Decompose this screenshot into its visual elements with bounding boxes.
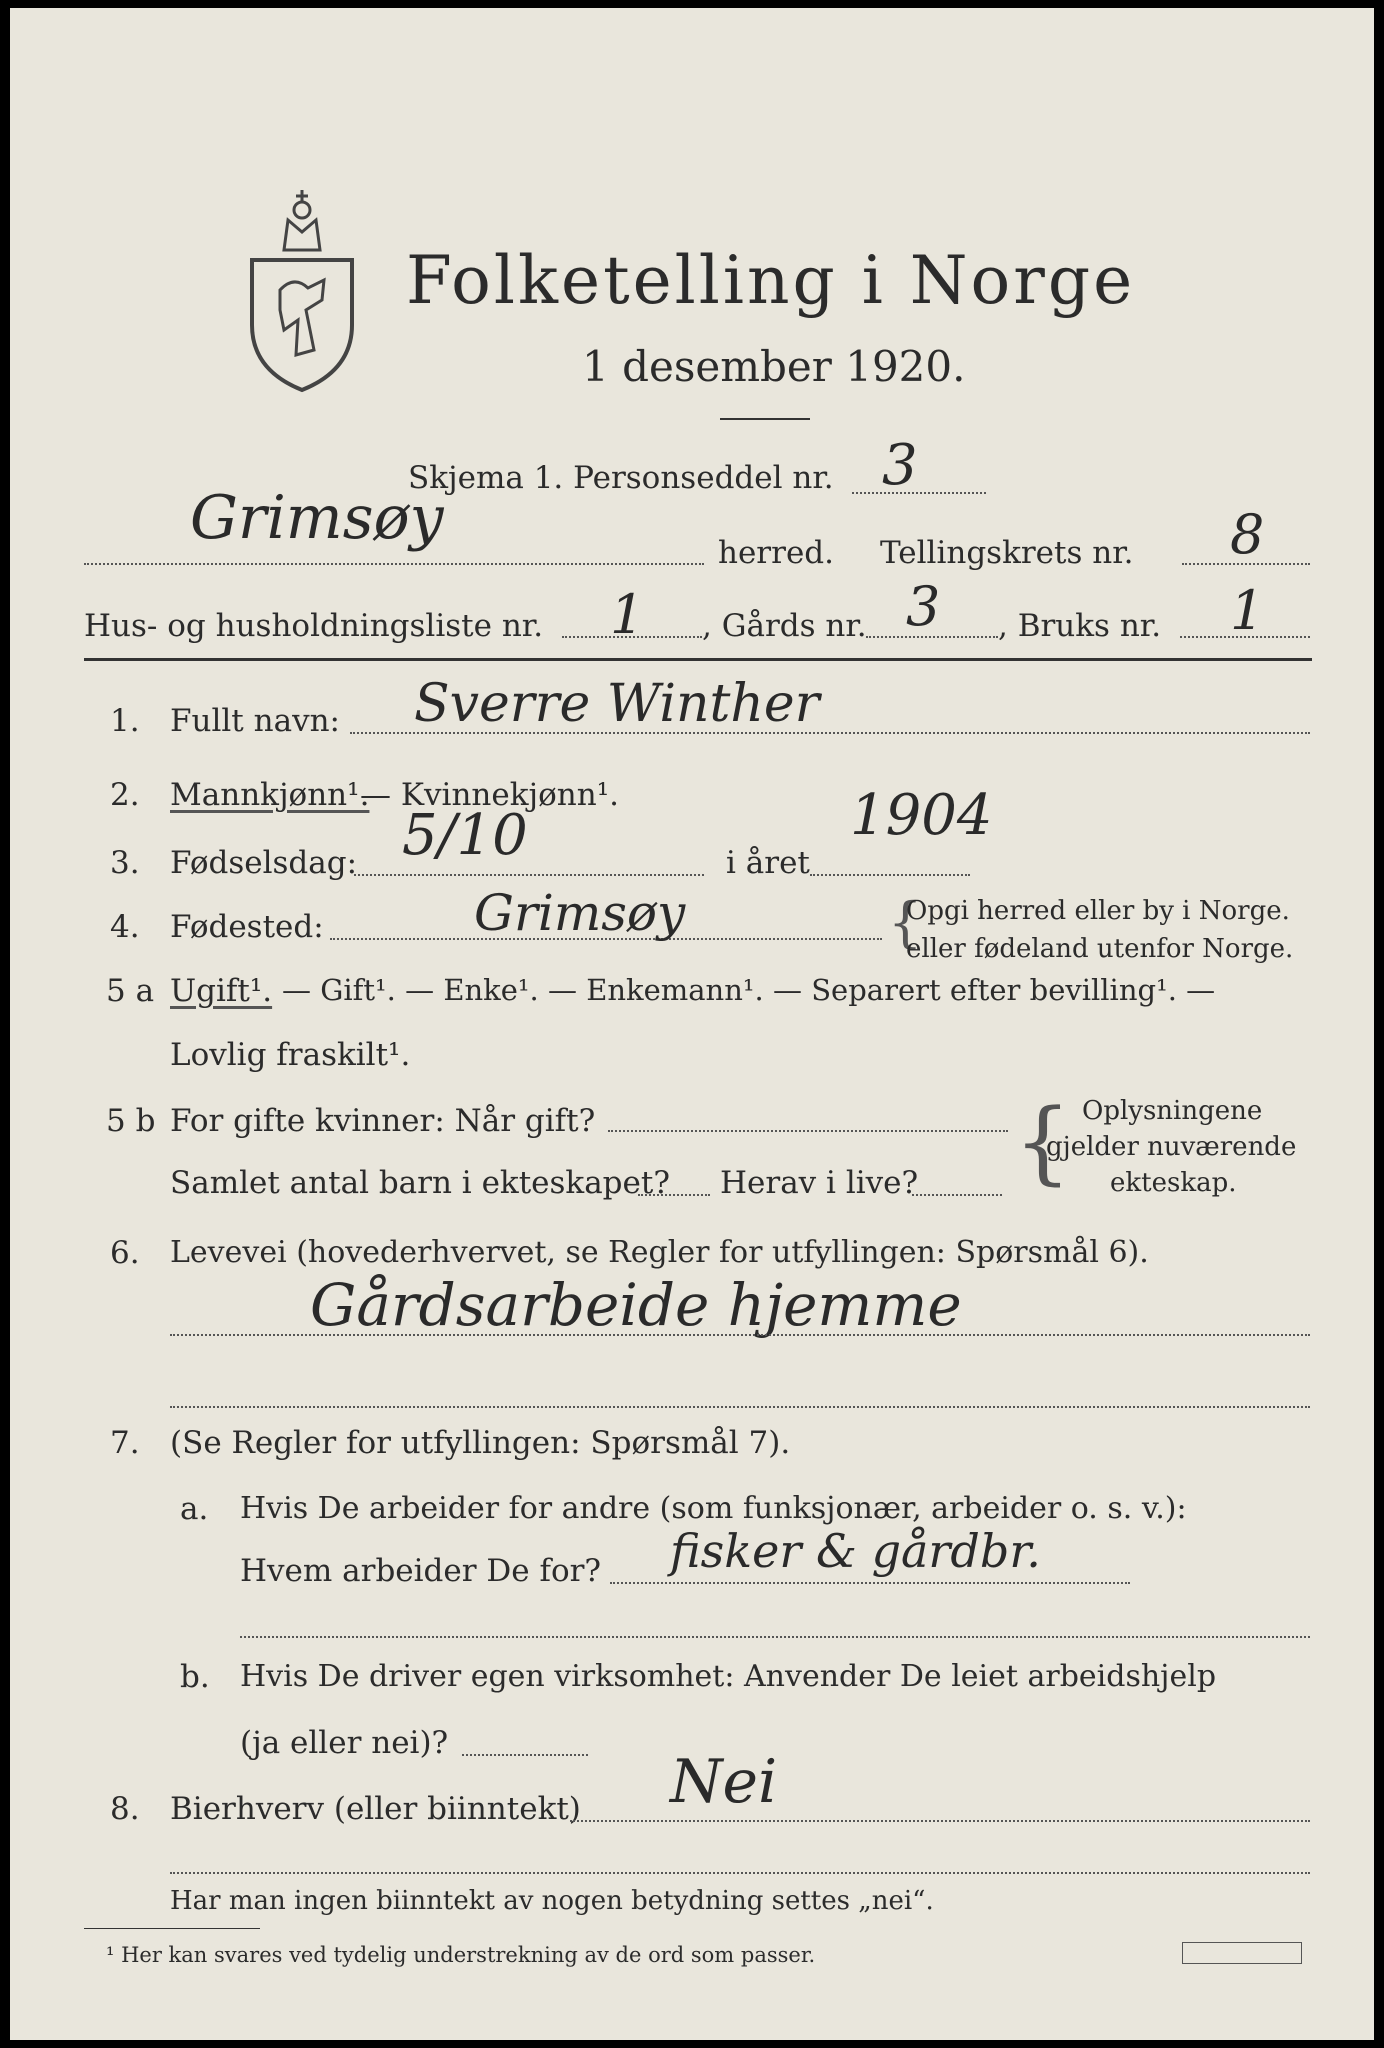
q7b-line1: Hvis De driver egen virksomhet: Anvender De leiet arbeidshjelp	[240, 1659, 1217, 1694]
q8-value: Nei	[670, 1747, 778, 1817]
q5b-children-dotline	[638, 1194, 710, 1196]
printer-stamp-icon	[1182, 1942, 1302, 1964]
q4-birthplace-value: Grimsøy	[474, 884, 686, 942]
q5b-children-label: Samlet antal barn i ekteskapet?	[170, 1165, 670, 1201]
q7b-dotline	[462, 1754, 588, 1756]
q8-number: 8.	[110, 1791, 140, 1827]
herred-label: herred.	[718, 535, 834, 571]
q5b-note-line3: ekteskap.	[1110, 1168, 1237, 1198]
footnote-separator	[84, 1928, 260, 1929]
herred-dotline	[84, 563, 704, 565]
herred-value: Grimsøy	[190, 483, 444, 553]
q5b-note-line2: gjelder nuværende	[1046, 1132, 1297, 1162]
q6-number: 6.	[110, 1235, 140, 1271]
q6-occupation-value: Gårdsarbeide hjemme	[310, 1271, 962, 1339]
q3-year-label: i året	[726, 845, 810, 881]
q7a-dotline	[610, 1582, 1130, 1584]
q5b-married-dotline	[608, 1130, 1008, 1132]
q3-day-value: 5/10	[402, 803, 528, 868]
bruks-label: , Bruks nr.	[998, 608, 1162, 644]
q5a-number: 5 a	[106, 973, 155, 1009]
q8-dotline	[570, 1820, 1310, 1822]
q2-male-option: Mannkjønn¹.	[170, 777, 370, 813]
q2-number: 2.	[110, 777, 140, 813]
q1-name-value: Sverre Winther	[414, 674, 820, 734]
q8-label: Bierhverv (eller biinntekt)	[170, 1791, 581, 1827]
q5a-ugift-option: Ugift¹.	[170, 973, 273, 1009]
q6-label: Levevei (hovederhvervet, se Regler for utfyllingen: Spørsmål 6).	[170, 1235, 1149, 1270]
q3-number: 3.	[110, 845, 140, 881]
schema-nr-value: 3	[882, 433, 918, 498]
q7b-line2: (ja eller nei)?	[240, 1725, 449, 1761]
q5a-other-options: — Gift¹. — Enke¹. — Enkemann¹. — Separert efter bevilling¹. —	[282, 973, 1216, 1007]
q2-female-option: — Kvinnekjønn¹.	[360, 777, 619, 813]
q7a-dotline-2	[240, 1636, 1310, 1638]
title-divider	[720, 418, 810, 420]
q7a-line2: Hvem arbeider De for?	[240, 1553, 602, 1589]
q1-label: Fullt navn:	[170, 703, 340, 739]
q4-label: Fødested:	[170, 909, 324, 945]
q8-dotline-2	[170, 1872, 1310, 1874]
q4-note-line1: Opgi herred eller by i Norge.	[906, 896, 1290, 926]
q3-label: Fødselsdag:	[170, 845, 358, 881]
q5b-alive-label: Herav i live?	[720, 1165, 919, 1201]
form-title: Folketelling i Norge	[406, 242, 1136, 319]
bruks-value: 1	[1230, 579, 1265, 642]
no-income-note: Har man ingen biinntekt av nogen betydning settes „nei“.	[170, 1886, 934, 1916]
schema-dotline	[852, 492, 986, 494]
q7b-letter: b.	[180, 1659, 210, 1695]
gards-value: 3	[906, 575, 941, 638]
q7-number: 7.	[110, 1425, 140, 1461]
q5b-alive-dotline	[912, 1194, 1002, 1196]
q4-number: 4.	[110, 909, 140, 945]
q4-note-line2: eller fødeland utenfor Norge.	[906, 934, 1294, 964]
q7-label: (Se Regler for utfyllingen: Spørsmål 7).	[170, 1425, 791, 1461]
footnote-text: ¹ Her kan svares ved tydelig understrekning av de ord som passer.	[106, 1943, 816, 1967]
q5a-fraskilt-option: Lovlig fraskilt¹.	[170, 1037, 411, 1073]
norway-coat-of-arms-icon	[244, 180, 360, 395]
q4-brace: {	[888, 891, 923, 954]
q5b-note-line1: Oplysningene	[1082, 1096, 1263, 1126]
q1-number: 1.	[110, 703, 140, 739]
q7a-employer-value: fisker & gårdbr.	[670, 1524, 1041, 1578]
q6-dotline-2	[170, 1406, 1310, 1408]
tellingskrets-value: 8	[1230, 503, 1265, 566]
header-separator	[84, 658, 1312, 661]
q3-year-dotline	[810, 874, 970, 876]
q5b-number: 5 b	[106, 1103, 156, 1139]
schema-label: Skjema 1. Personseddel nr.	[408, 460, 834, 496]
q7a-line1: Hvis De arbeider for andre (som funksjonær, arbeider o. s. v.):	[240, 1491, 1187, 1526]
q7a-letter: a.	[180, 1491, 209, 1527]
hus-value: 1	[610, 583, 645, 646]
q5b-married-label: For gifte kvinner: Når gift?	[170, 1103, 596, 1139]
q6-dotline-1	[170, 1334, 1310, 1336]
q5b-brace: {	[1014, 1090, 1072, 1195]
hus-label: Hus- og husholdningsliste nr.	[84, 608, 544, 644]
q3-day-dotline	[354, 874, 704, 876]
q3-year-value: 1904	[850, 783, 993, 848]
gards-label: , Gårds nr.	[702, 608, 867, 644]
form-date: 1 desember 1920.	[582, 342, 966, 391]
form-paper	[10, 8, 1374, 2040]
tellingskrets-label: Tellingskrets nr.	[880, 535, 1134, 571]
